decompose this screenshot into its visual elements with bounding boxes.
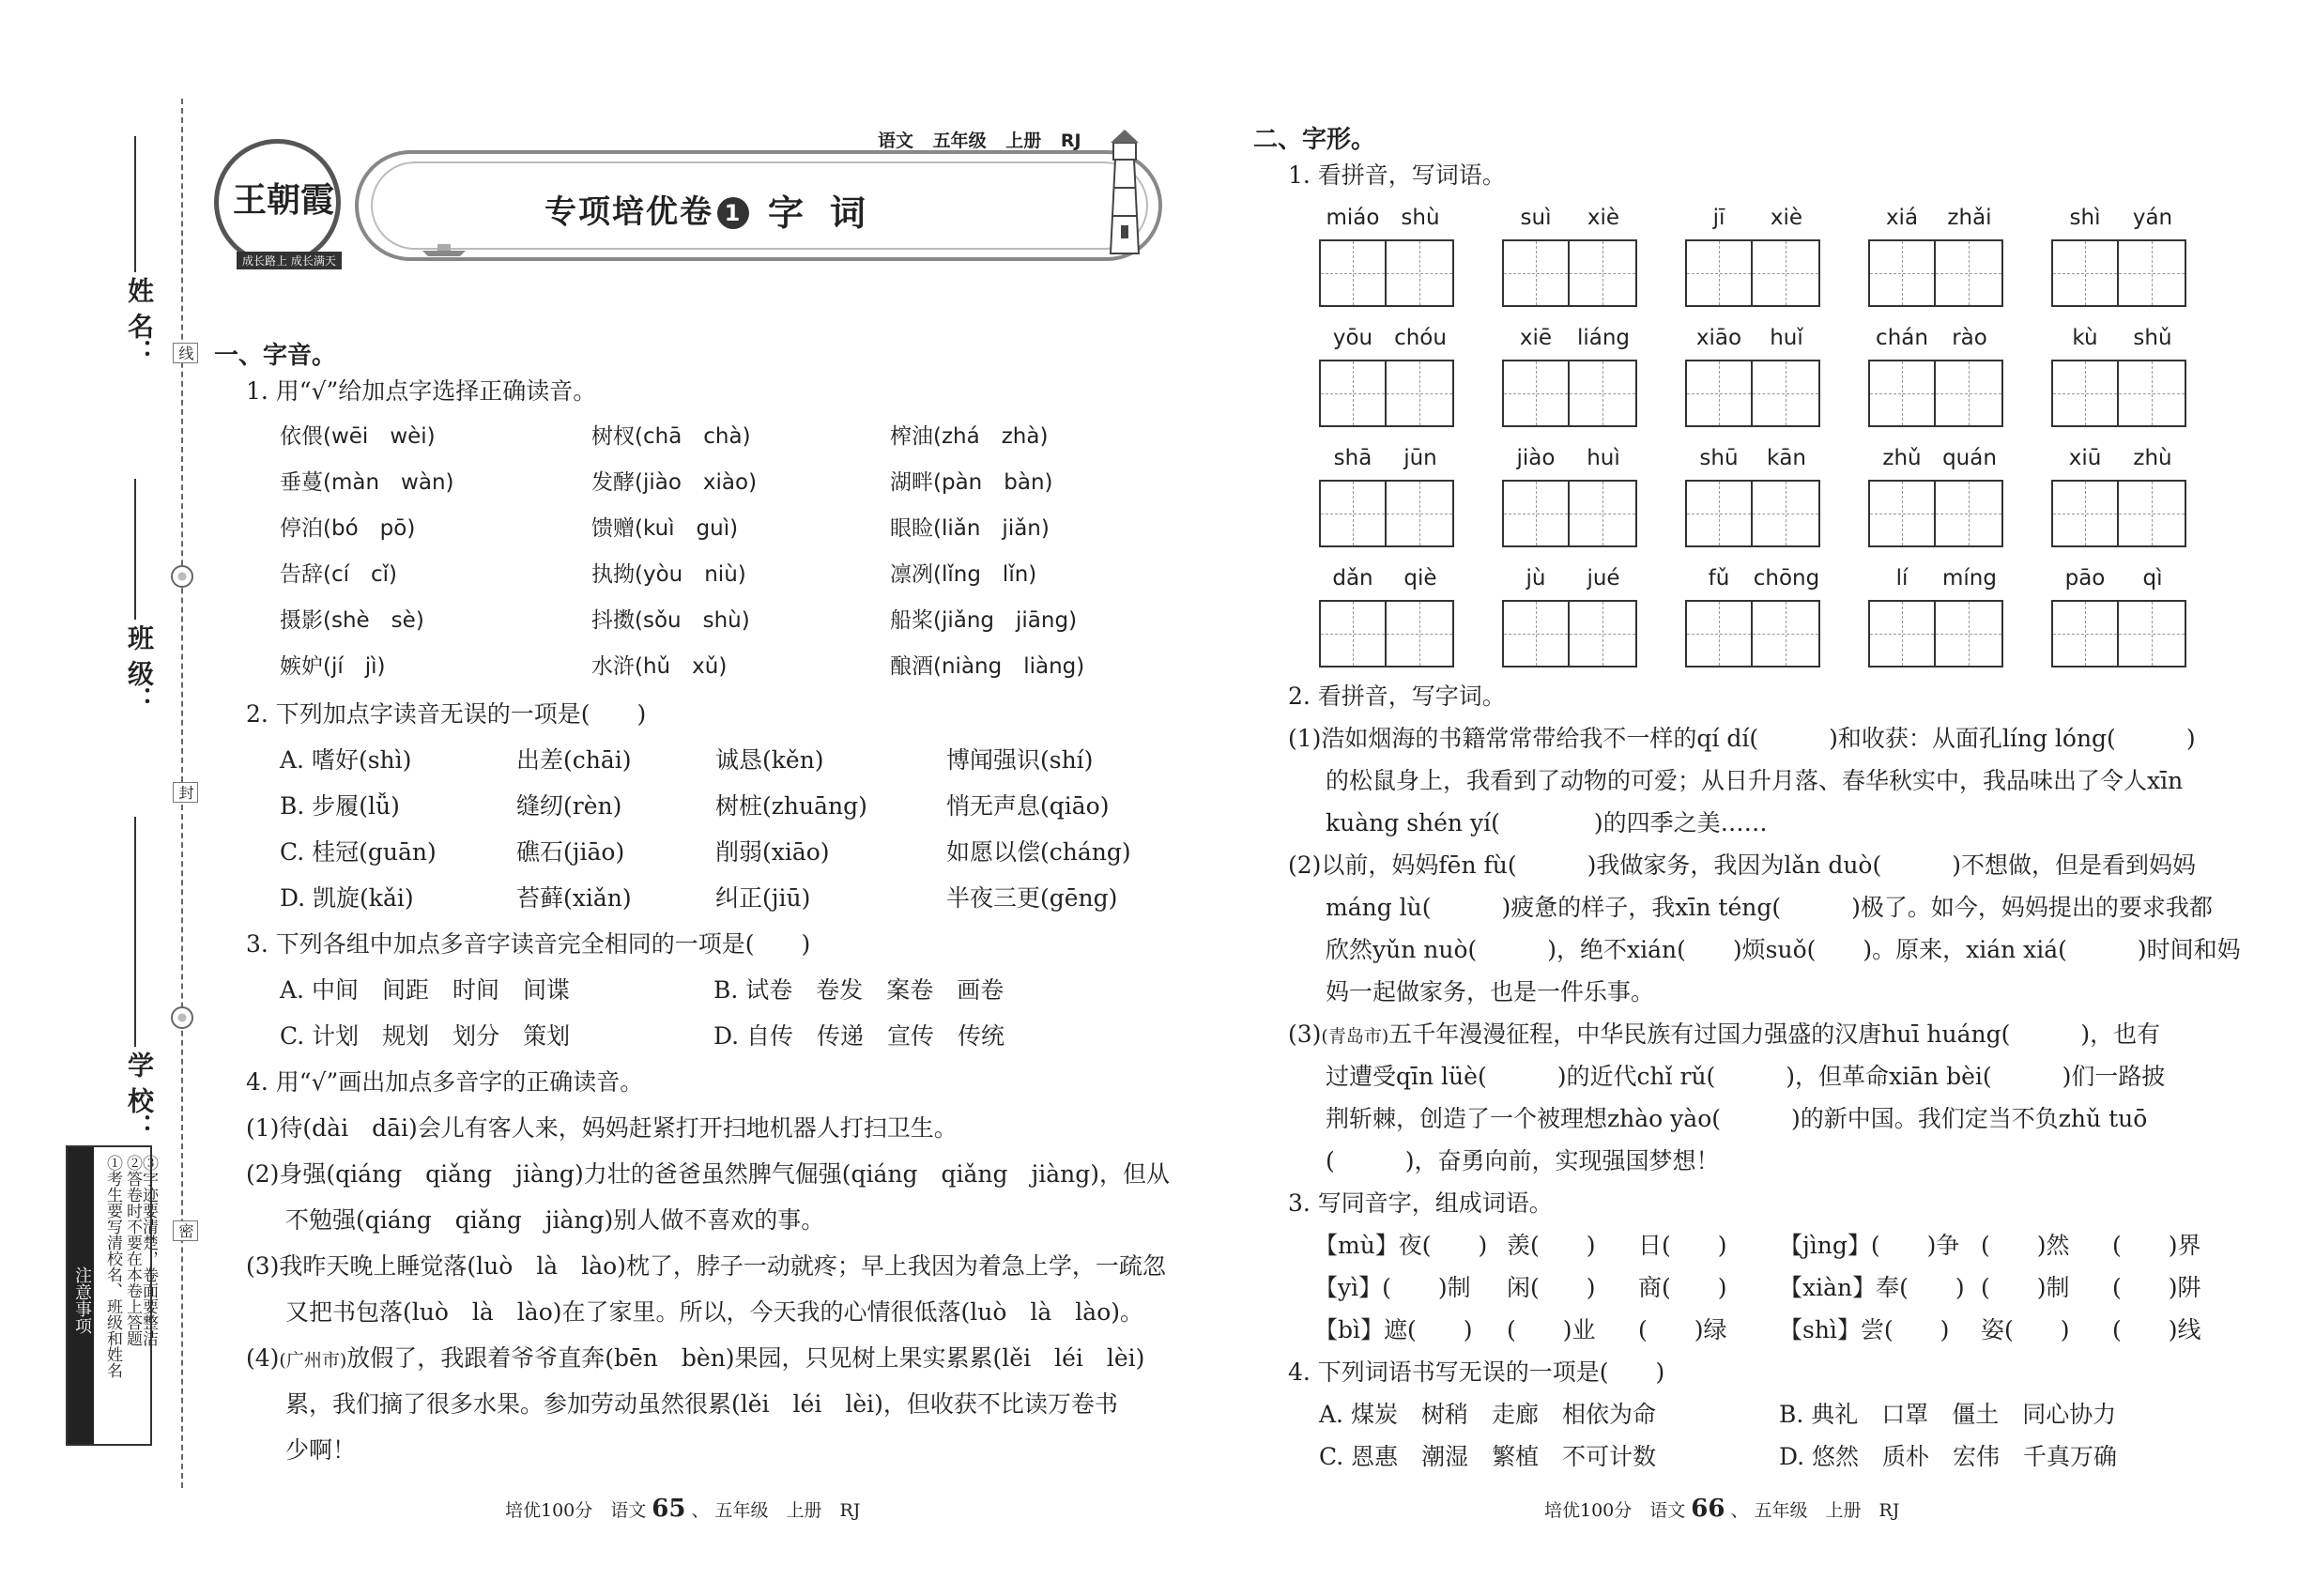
header-banner-inner: [371, 161, 1148, 250]
q2-option[interactable]: D. 凯旋(kǎi): [280, 884, 414, 912]
r-q2-line[interactable]: 的松鼠身上，我看到了动物的可爱；从日升月落、春华秋实中，我品味出了令人xīn: [1326, 767, 2184, 794]
pinyin-syllable: qiè: [1403, 566, 1437, 591]
region-tag: (青岛市): [1321, 1026, 1389, 1047]
cut-word-3: 密: [173, 1220, 198, 1241]
q3-cell[interactable]: ( )阱: [2112, 1274, 2201, 1301]
q1-item[interactable]: 树杈(chā chà): [591, 424, 751, 449]
character-writing-box[interactable]: [1570, 360, 1637, 427]
pinyin-syllable: jù: [1526, 566, 1546, 591]
q1-item[interactable]: 酿酒(niàng liàng): [890, 654, 1085, 679]
footer-post: 五年级 上册 RJ: [1754, 1500, 1900, 1521]
page-number: 65: [652, 1495, 686, 1523]
name-blank[interactable]: [134, 136, 136, 272]
name-label: 姓 名：: [124, 277, 155, 365]
cut-word-1: 线: [173, 343, 198, 363]
q2-option-word: 博闻强识(shí): [946, 746, 1094, 774]
q1-item[interactable]: 摄影(shè sè): [280, 608, 424, 633]
character-writing-box[interactable]: [1685, 600, 1753, 668]
region-tag: (广州市): [279, 1350, 347, 1371]
character-writing-box[interactable]: [1319, 480, 1387, 547]
character-writing-box[interactable]: [2051, 360, 2119, 427]
footer-left: 培优100分 语文 65 、 五年级 上册 RJ: [505, 1495, 861, 1523]
character-writing-box[interactable]: [1868, 239, 1936, 307]
q4-line[interactable]: [246, 1343, 1144, 1376]
title-subject-word: 字词: [768, 192, 893, 234]
footer-post: 五年级 上册 RJ: [714, 1500, 861, 1521]
character-writing-box[interactable]: [1387, 600, 1454, 668]
character-writing-box[interactable]: [1685, 480, 1753, 547]
q2-option[interactable]: C. 桂冠(guān): [280, 838, 437, 866]
q3-cell[interactable]: 姿( ): [1981, 1316, 2070, 1343]
notes-box: [66, 1145, 158, 1446]
section2-title: 二、字形。: [1253, 126, 1376, 154]
pinyin-syllable: míng: [1942, 566, 1997, 591]
pinyin-syllable: xiá: [1885, 206, 1919, 230]
pinyin-syllable: rào: [1952, 326, 1987, 350]
q4-line[interactable]: (1)待(dài dāi)会儿有客人来，妈妈赶紧打开扫地机器人打扫卫生。: [246, 1114, 958, 1142]
q2-option-word: 苔藓(xiǎn): [516, 884, 632, 912]
logo-text: 王朝霞: [233, 180, 335, 220]
r-q2-line[interactable]: (1)浩如烟海的书籍常常带给我不一样的qí dí( )和收获：从面孔líng lóng( ): [1288, 725, 2196, 752]
character-writing-box[interactable]: [1868, 600, 1936, 668]
lighthouse-icon: [1078, 122, 1172, 263]
r-q4-option[interactable]: A. 煤炭 树稍 走廊 相依为命: [1319, 1401, 1656, 1428]
q1-item[interactable]: 湖畔(pàn bàn): [890, 470, 1053, 495]
character-writing-box[interactable]: [1685, 360, 1753, 427]
pinyin-syllable: fǔ: [1708, 566, 1730, 591]
note-3: ③字迹要清楚，卷面要整洁: [139, 1155, 158, 1346]
q4-4-text: 放假了，我跟着爷爷直奔(bēn bèn)果园，只见树上果实累累(lěi léi lèi): [346, 1344, 1145, 1372]
q3-option[interactable]: B. 试卷 卷发 案卷 画卷: [713, 976, 1004, 1004]
character-writing-box[interactable]: [1570, 239, 1637, 307]
r-q2-3-text: 五千年漫漫征程，中华民族有过国力强盛的汉唐huī huáng( )，也有: [1388, 1021, 2161, 1048]
q3-option[interactable]: A. 中间 间距 时间 间谍: [280, 976, 570, 1004]
pinyin-syllable: kù: [2072, 326, 2098, 350]
q4-title: 4. 用“√”画出加点多音字的正确读音。: [246, 1068, 644, 1096]
character-writing-box[interactable]: [1936, 360, 2003, 427]
pinyin-syllable: xiū: [2068, 446, 2102, 470]
ship-icon: [421, 239, 468, 258]
q2-option-word: 削弱(xiāo): [715, 838, 830, 866]
character-writing-box[interactable]: [1868, 360, 1936, 427]
q2-option-word: 半夜三更(gēng): [946, 884, 1118, 912]
note-1: ①考生要写清校名、班级和姓名: [103, 1155, 122, 1378]
q2-option-word: 出差(chāi): [516, 746, 632, 774]
character-writing-box[interactable]: [2119, 600, 2186, 668]
character-writing-box[interactable]: [2119, 239, 2186, 307]
r-q2-line[interactable]: (2)以前，妈妈fēn fù( )我做家务，我因为lǎn duò( )不想做，但是看到妈妈: [1288, 852, 2196, 879]
r-q2-line[interactable]: 过遭受qīn lüè( )的近代chǐ rǔ( )，但革命xiān bèi( )们一路披: [1326, 1063, 2166, 1090]
pinyin-syllable: xiē: [1519, 326, 1553, 350]
character-writing-box[interactable]: [1936, 600, 2003, 668]
title-number-badge: 1: [717, 197, 749, 229]
q1-item[interactable]: 馈赠(kuì guì): [591, 516, 739, 541]
r-q2-line[interactable]: 欣然yǔn nuò( )，绝不xián( )烦suǒ( )。原来，xián xiá( )时间和妈: [1326, 936, 2241, 963]
footer-right: 培优100分 语文 66 、 五年级 上册 RJ: [1544, 1495, 1900, 1523]
q4-line[interactable]: (3)我昨天晚上睡觉落(luò là lào)枕了，脖子一动就疼；早上我因为着急上学，一疏忽: [246, 1252, 1166, 1280]
pinyin-syllable: dǎn: [1332, 566, 1373, 591]
school-blank[interactable]: [134, 817, 136, 1047]
q3-cell[interactable]: 闲( ): [1507, 1274, 1596, 1301]
character-writing-box[interactable]: [1319, 239, 1387, 307]
q3-option[interactable]: C. 计划 规划 划分 策划: [280, 1022, 571, 1050]
q2-option[interactable]: B. 步履(lǚ): [280, 792, 400, 820]
pinyin-syllable: shì: [2069, 206, 2101, 230]
q3-cell[interactable]: ( )制: [1981, 1274, 2070, 1301]
q3-cell[interactable]: 【mù】夜( ): [1314, 1232, 1488, 1259]
class-blank[interactable]: [134, 479, 136, 620]
r-q2-title: 2. 看拼音，写字词。: [1288, 683, 1506, 710]
pinyin-syllable: qì: [2142, 566, 2163, 591]
pinyin-syllable: zhǔ: [1882, 446, 1922, 470]
character-writing-box[interactable]: [1502, 239, 1570, 307]
q1-item[interactable]: 嫉妒(jí jì): [280, 654, 386, 679]
pinyin-syllable: jué: [1587, 566, 1620, 591]
character-writing-box[interactable]: [1753, 239, 1820, 307]
character-writing-box[interactable]: [1570, 480, 1637, 547]
r-q4-option[interactable]: D. 悠然 质朴 宏伟 千真万确: [1779, 1443, 2118, 1470]
pinyin-syllable: yán: [2132, 206, 2173, 230]
character-writing-box[interactable]: [2051, 600, 2119, 668]
q1-item[interactable]: 告辞(cí cǐ): [280, 562, 398, 587]
q1-item[interactable]: 垂蔓(màn wàn): [280, 470, 454, 495]
binding-hole-icon: [171, 1006, 193, 1029]
q2-option-word: 缝纫(rèn): [516, 792, 622, 820]
character-writing-box[interactable]: [2119, 360, 2186, 427]
character-writing-box[interactable]: [1868, 480, 1936, 547]
q3-cell[interactable]: ( )业: [1507, 1316, 1596, 1343]
q4-line[interactable]: 不勉强(qiáng qiǎng jiàng)别人做不喜欢的事。: [285, 1206, 825, 1234]
q3-title: 3. 下列各组中加点多音字读音完全相同的一项是( ): [246, 930, 811, 958]
binding-hole-icon: [171, 565, 193, 588]
pinyin-syllable: shū: [1699, 446, 1739, 470]
character-writing-box[interactable]: [1319, 360, 1387, 427]
q1-item[interactable]: 水浒(hǔ xǔ): [591, 654, 728, 679]
q1-item[interactable]: 船桨(jiǎng jiāng): [890, 608, 1078, 633]
q1-item[interactable]: 依偎(wēi wèi): [280, 424, 436, 449]
r-q1-title: 1. 看拼音，写词语。: [1288, 161, 1506, 189]
q1-item[interactable]: 抖擞(sǒu shù): [591, 608, 750, 633]
character-writing-box[interactable]: [1753, 600, 1820, 668]
title-text: 专项培优卷: [544, 193, 713, 231]
header-meta: 语文 五年级 上册 RJ: [878, 130, 1081, 151]
footer-pre: 培优100分 语文: [505, 1500, 647, 1521]
pinyin-syllable: jiào: [1516, 446, 1556, 470]
pinyin-syllable: jī: [1712, 206, 1725, 230]
r-q2-line[interactable]: ( )，奋勇向前，实现强国梦想！: [1326, 1147, 1720, 1174]
q4-line[interactable]: 累，我们摘了很多水果。参加劳动虽然很累(lěi léi lèi)，但收获不比读万卷书: [285, 1390, 1118, 1418]
character-writing-box[interactable]: [1936, 239, 2003, 307]
q3-cell[interactable]: 【xiàn】奉( ): [1779, 1274, 1965, 1301]
q2-option-word: 诚恳(kěn): [715, 746, 824, 774]
character-writing-box[interactable]: [1502, 360, 1570, 427]
character-writing-box[interactable]: [1387, 239, 1454, 307]
q3-cell[interactable]: 【bì】遮( ): [1314, 1316, 1473, 1343]
character-writing-box[interactable]: [1387, 360, 1454, 427]
pinyin-syllable: shā: [1333, 446, 1372, 470]
q2-option-word: 悄无声息(qiāo): [946, 792, 1110, 820]
pinyin-syllable: yōu: [1332, 326, 1373, 350]
cut-word-2: 封: [173, 782, 198, 803]
q1-title: 1. 用“√”给加点字选择正确读音。: [246, 377, 597, 405]
q3-cell[interactable]: 【yì】( )制: [1314, 1274, 1471, 1301]
q4-4-num: (4): [246, 1344, 280, 1372]
r-q2-line[interactable]: [1288, 1019, 2160, 1052]
pinyin-syllable: chóu: [1394, 326, 1447, 350]
character-writing-box[interactable]: [1387, 480, 1454, 547]
q3-cell[interactable]: ( )线: [2112, 1316, 2201, 1343]
school-label: 学 校：: [124, 1051, 155, 1140]
character-writing-box[interactable]: [2051, 239, 2119, 307]
q3-cell[interactable]: 羡( ): [1507, 1232, 1596, 1259]
character-writing-box[interactable]: [2119, 480, 2186, 547]
section1-title: 一、字音。: [214, 342, 337, 370]
pinyin-syllable: chōng: [1753, 566, 1820, 591]
pinyin-syllable: xiāo: [1695, 326, 1742, 350]
q1-item[interactable]: 榨油(zhá zhà): [890, 424, 1049, 449]
r-q2-line[interactable]: máng lù( )疲惫的样子，我xīn téng( )极了。如今，妈妈提出的要求我都: [1326, 894, 2213, 921]
pinyin-syllable: kān: [1767, 446, 1806, 470]
pinyin-syllable: liáng: [1576, 326, 1631, 350]
pinyin-syllable: pāo: [2064, 566, 2106, 591]
q3-cell[interactable]: 商( ): [1638, 1274, 1727, 1301]
pinyin-syllable: lí: [1895, 566, 1909, 591]
q4-line: 少啊！: [285, 1436, 357, 1464]
pinyin-syllable: xiè: [1770, 206, 1803, 230]
q1-item[interactable]: 停泊(bó pō): [280, 516, 416, 541]
pinyin-syllable: huǐ: [1770, 326, 1803, 350]
pinyin-syllable: shù: [1401, 206, 1440, 230]
q3-cell[interactable]: ( )绿: [1638, 1316, 1727, 1343]
q3-cell[interactable]: 日( ): [1638, 1232, 1727, 1259]
r-q2-line: 妈一起做家务，也是一件乐事。: [1326, 978, 1655, 1005]
r-q2-line[interactable]: kuàng shén yí( )的四季之美……: [1326, 809, 1768, 836]
q2-option-word: 如愿以偿(cháng): [946, 838, 1131, 866]
r-q2-line[interactable]: 荆斩棘，创造了一个被理想zhào yào( )的新中国。我们定当不负zhǔ tuō: [1326, 1105, 2148, 1132]
pinyin-syllable: chán: [1876, 326, 1928, 350]
r-q3-title: 3. 写同音字，组成词语。: [1288, 1189, 1553, 1217]
character-writing-box[interactable]: [1502, 480, 1570, 547]
page-title: [544, 186, 749, 232]
character-writing-box[interactable]: [1319, 600, 1387, 668]
character-writing-box[interactable]: [1753, 360, 1820, 427]
r-q4-option[interactable]: B. 典礼 口罩 僵土 同心协力: [1779, 1401, 2117, 1428]
notes-head: 注意事项: [68, 1147, 94, 1444]
q1-item[interactable]: 凛冽(lǐng lǐn): [890, 562, 1037, 587]
q4-line[interactable]: 又把书包落(luò là lào)在了家里。所以，今天我的心情很低落(luò là lào)。: [285, 1298, 1144, 1326]
pinyin-syllable: zhù: [2133, 446, 2172, 470]
pinyin-syllable: shǔ: [2133, 326, 2172, 350]
character-writing-box[interactable]: [1570, 600, 1637, 668]
pinyin-syllable: suì: [1520, 206, 1552, 230]
q1-item[interactable]: 眼睑(liǎn jiǎn): [890, 516, 1050, 541]
q3-option[interactable]: D. 自传 传递 宣传 传统: [713, 1022, 1005, 1050]
r-q4-title: 4. 下列词语书写无误的一项是( ): [1288, 1358, 1665, 1386]
character-writing-box[interactable]: [1502, 600, 1570, 668]
page-number: 66: [1691, 1495, 1725, 1523]
pinyin-syllable: miáo: [1326, 206, 1380, 230]
character-writing-box[interactable]: [1753, 480, 1820, 547]
q3-cell[interactable]: ( )界: [2112, 1232, 2201, 1259]
q2-option[interactable]: A. 嗜好(shì): [280, 746, 412, 774]
r-q4-option[interactable]: C. 恩惠 潮湿 繁植 不可计数: [1319, 1443, 1657, 1470]
q1-item[interactable]: 发酵(jiào xiào): [591, 470, 758, 495]
q4-line[interactable]: (2)身强(qiáng qiǎng jiàng)力壮的爸爸虽然脾气倔强(qiáng qiǎng jiàng)，但从: [246, 1160, 1170, 1188]
character-writing-box[interactable]: [1685, 239, 1753, 307]
q3-cell[interactable]: ( )然: [1981, 1232, 2070, 1259]
logo-slogan: 成长路上 成长满天: [237, 252, 342, 269]
note-2: ②答卷时不要在本卷上答题: [123, 1155, 142, 1346]
character-writing-box[interactable]: [1936, 480, 2003, 547]
pinyin-syllable: quán: [1942, 446, 1997, 470]
class-label: 班 级：: [124, 624, 155, 713]
q1-item[interactable]: 执拗(yòu niù): [591, 562, 746, 587]
footer-pre: 培优100分 语文: [1544, 1500, 1686, 1521]
pinyin-syllable: huì: [1587, 446, 1620, 470]
character-writing-box[interactable]: [2051, 480, 2119, 547]
q2-option-word: 纠正(jiū): [715, 884, 811, 912]
pinyin-syllable: xiè: [1587, 206, 1620, 230]
r-q2-3-num: (3): [1288, 1021, 1322, 1048]
q2-title: 2. 下列加点字读音无误的一项是( ): [246, 700, 647, 728]
pinyin-syllable: zhǎi: [1947, 206, 1992, 230]
q3-cell[interactable]: 【jìng】( )争: [1779, 1232, 1960, 1259]
pinyin-syllable: jūn: [1403, 446, 1437, 470]
q2-option-word: 树桩(zhuāng): [715, 792, 867, 820]
q3-cell[interactable]: 【shì】尝( ): [1779, 1316, 1950, 1343]
q2-option-word: 礁石(jiāo): [516, 838, 625, 866]
